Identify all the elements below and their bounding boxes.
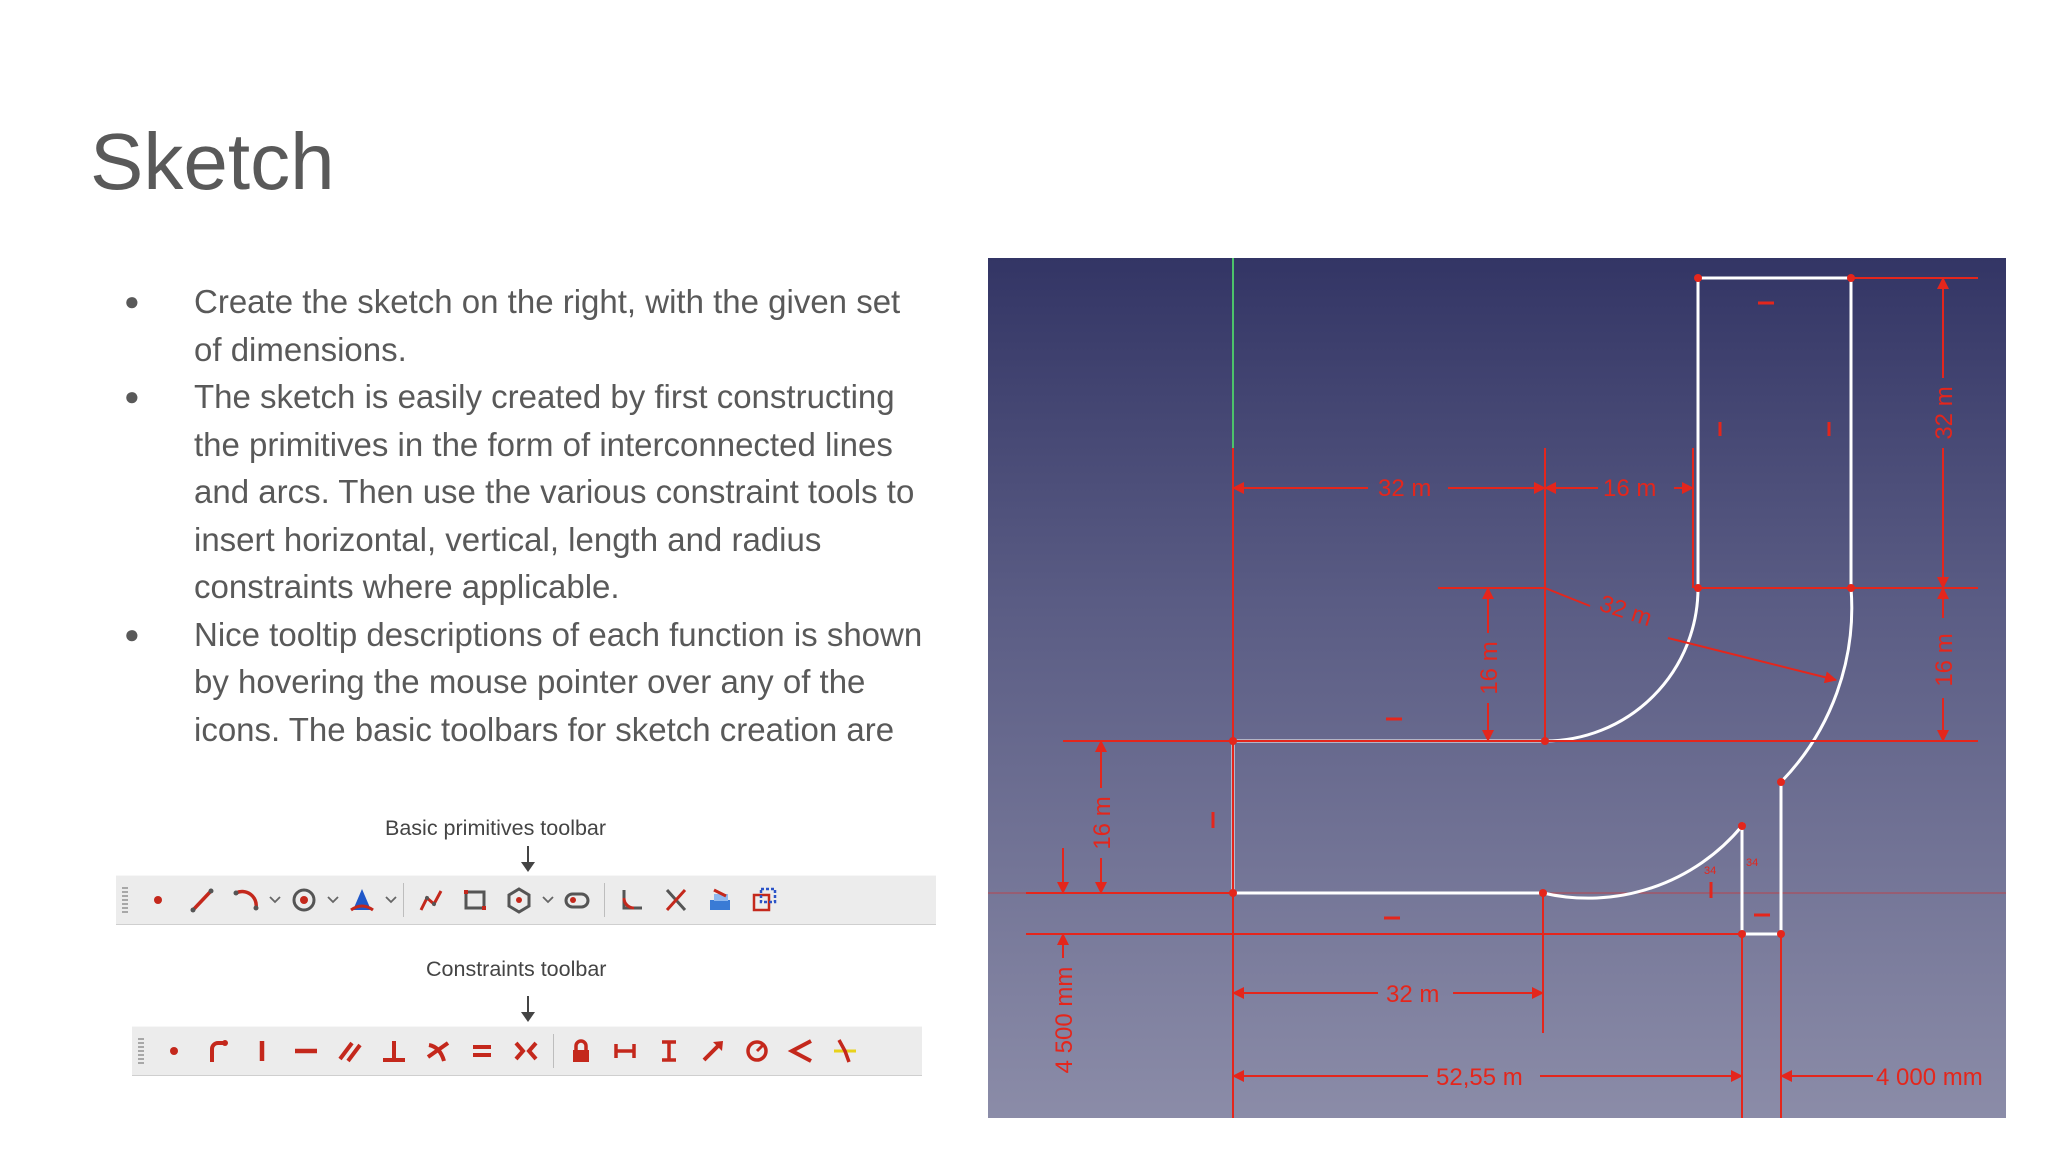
snell-law-icon: [831, 1037, 859, 1065]
construction-mode-icon: [750, 886, 778, 914]
distance-icon: [699, 1037, 727, 1065]
toolbar-grip[interactable]: [138, 1036, 144, 1066]
parallel-icon: [336, 1037, 364, 1065]
dimension-label: 16 m: [1931, 633, 1958, 687]
primitives-toolbar: [116, 875, 936, 925]
bullet-line: of dimensions.: [194, 330, 407, 368]
bullet-dot: ●: [124, 381, 140, 411]
perpendicular-icon: [380, 1037, 408, 1065]
dimension-labels: [1051, 386, 1983, 1091]
sketch-profile[interactable]: [1233, 278, 1852, 934]
dimension-label: 52,55 m: [1436, 1064, 1523, 1091]
constraints-toolbar: [132, 1026, 922, 1076]
external-geometry-icon: [706, 886, 734, 914]
point-on-object-icon: [204, 1037, 232, 1065]
polygon-icon: [505, 886, 533, 914]
coincident-button[interactable]: [152, 1029, 196, 1073]
external-geometry-button[interactable]: [698, 878, 742, 922]
dropdown-caret[interactable]: [326, 896, 340, 904]
caption-arrow: [527, 846, 529, 870]
circle-icon: [290, 886, 318, 914]
toolbar-separator: [553, 1034, 554, 1068]
point-button[interactable]: [136, 878, 180, 922]
angle-button[interactable]: [779, 1029, 823, 1073]
construction-mode-button[interactable]: [742, 878, 786, 922]
tiny-label: 34: [1704, 865, 1717, 877]
dimension-label: 16 m: [1476, 641, 1503, 695]
constraints-toolbar-caption: Constraints toolbar: [426, 957, 607, 981]
radius-button[interactable]: [735, 1029, 779, 1073]
line-button[interactable]: [180, 878, 224, 922]
dimension-label: 32 m: [1596, 590, 1656, 633]
arc-icon: [232, 886, 260, 914]
chevron-down-icon: [327, 896, 339, 904]
vertical-distance-icon: [655, 1037, 683, 1065]
horizontal-icon: [292, 1037, 320, 1065]
bullet-line: icons. The basic toolbars for sketch creation are: [194, 710, 895, 748]
bullet-line: by hovering the mouse pointer over any of the: [194, 663, 866, 700]
radius-icon: [743, 1037, 771, 1065]
sketch-view[interactable]: [988, 258, 2006, 1118]
slot-button[interactable]: [555, 878, 599, 922]
point-icon: [144, 886, 172, 914]
dropdown-caret[interactable]: [268, 896, 282, 904]
toolbar-separator: [403, 883, 404, 917]
constraint-marks: [1213, 303, 1829, 918]
equal-button[interactable]: [460, 1029, 504, 1073]
bullet-item: [120, 278, 960, 373]
bullet-line: The sketch is easily created by first constructing: [194, 378, 895, 415]
horizontal-button[interactable]: [284, 1029, 328, 1073]
tiny-label: 34: [1746, 857, 1759, 869]
bullet-item: [120, 611, 960, 754]
arc-button[interactable]: [224, 878, 268, 922]
dimension-label: 32 m: [1931, 386, 1958, 440]
vertical-icon: [248, 1037, 276, 1065]
rectangle-button[interactable]: [453, 878, 497, 922]
bullet-dot: ●: [124, 286, 140, 316]
fillet-icon: [618, 886, 646, 914]
horizontal-distance-button[interactable]: [603, 1029, 647, 1073]
horizontal-distance-icon: [611, 1037, 639, 1065]
circle-button[interactable]: [282, 878, 326, 922]
symmetric-button[interactable]: [504, 1029, 548, 1073]
tiny-labels: [1704, 857, 1758, 877]
perpendicular-button[interactable]: [372, 1029, 416, 1073]
rectangle-icon: [461, 886, 489, 914]
bullet-line: Nice tooltip descriptions of each function is shown: [194, 615, 923, 653]
trim-icon: [662, 886, 690, 914]
lock-icon: [567, 1037, 595, 1065]
fillet-button[interactable]: [610, 878, 654, 922]
dimension-label: 16 m: [1089, 796, 1116, 850]
chevron-down-icon: [385, 896, 397, 904]
dimension-label: 32 m: [1378, 475, 1432, 502]
angle-icon: [787, 1037, 815, 1065]
chevron-down-icon: [269, 896, 281, 904]
vertical-button[interactable]: [240, 1029, 284, 1073]
parallel-button[interactable]: [328, 1029, 372, 1073]
bullet-line: and arcs. Then use the various constraint tools to: [194, 473, 915, 510]
bullet-line: insert horizontal, vertical, length and radius: [194, 520, 822, 558]
conic-icon: [348, 886, 376, 914]
point-on-object-button[interactable]: [196, 1029, 240, 1073]
polyline-button[interactable]: [409, 878, 453, 922]
dropdown-caret[interactable]: [384, 896, 398, 904]
bullet-item: [120, 373, 960, 611]
coincident-icon: [160, 1037, 188, 1065]
primitives-toolbar-caption: Basic primitives toolbar: [385, 816, 607, 840]
dropdown-caret[interactable]: [541, 896, 555, 904]
tangent-button[interactable]: [416, 1029, 460, 1073]
bullet-list: [120, 278, 960, 753]
bullet-line: Create the sketch on the right, with the given set: [194, 283, 901, 320]
toolbar-separator: [604, 883, 605, 917]
symmetric-icon: [512, 1037, 540, 1065]
chevron-down-icon: [542, 896, 554, 904]
sketch-geometry[interactable]: [1233, 278, 1852, 934]
polygon-button[interactable]: [497, 878, 541, 922]
vertical-distance-button[interactable]: [647, 1029, 691, 1073]
tangent-icon: [424, 1037, 452, 1065]
page-title: Sketch: [90, 117, 335, 206]
vertex-points: [1229, 274, 1855, 938]
lock-button[interactable]: [559, 1029, 603, 1073]
dimension-label: 4 000 mm: [1876, 1064, 1983, 1091]
slot-icon: [563, 886, 591, 914]
conic-button[interactable]: [340, 878, 384, 922]
dimension-label: 16 m: [1603, 475, 1657, 502]
sketch-canvas[interactable]: [988, 258, 2006, 1118]
dimension-label: 4 500 mm: [1051, 966, 1078, 1074]
bullet-line: constraints where applicable.: [194, 568, 620, 605]
snell-law-button[interactable]: [823, 1029, 867, 1073]
bullet-dot: ●: [124, 618, 140, 649]
equal-icon: [468, 1037, 496, 1065]
bullet-line: the primitives in the form of interconnected lines: [194, 425, 893, 463]
dimension-label: 32 m: [1386, 981, 1440, 1008]
distance-button[interactable]: [691, 1029, 735, 1073]
toolbar-grip[interactable]: [122, 885, 128, 915]
line-icon: [188, 886, 216, 914]
trim-button[interactable]: [654, 878, 698, 922]
polyline-icon: [417, 886, 445, 914]
caption-arrow: [527, 996, 529, 1020]
